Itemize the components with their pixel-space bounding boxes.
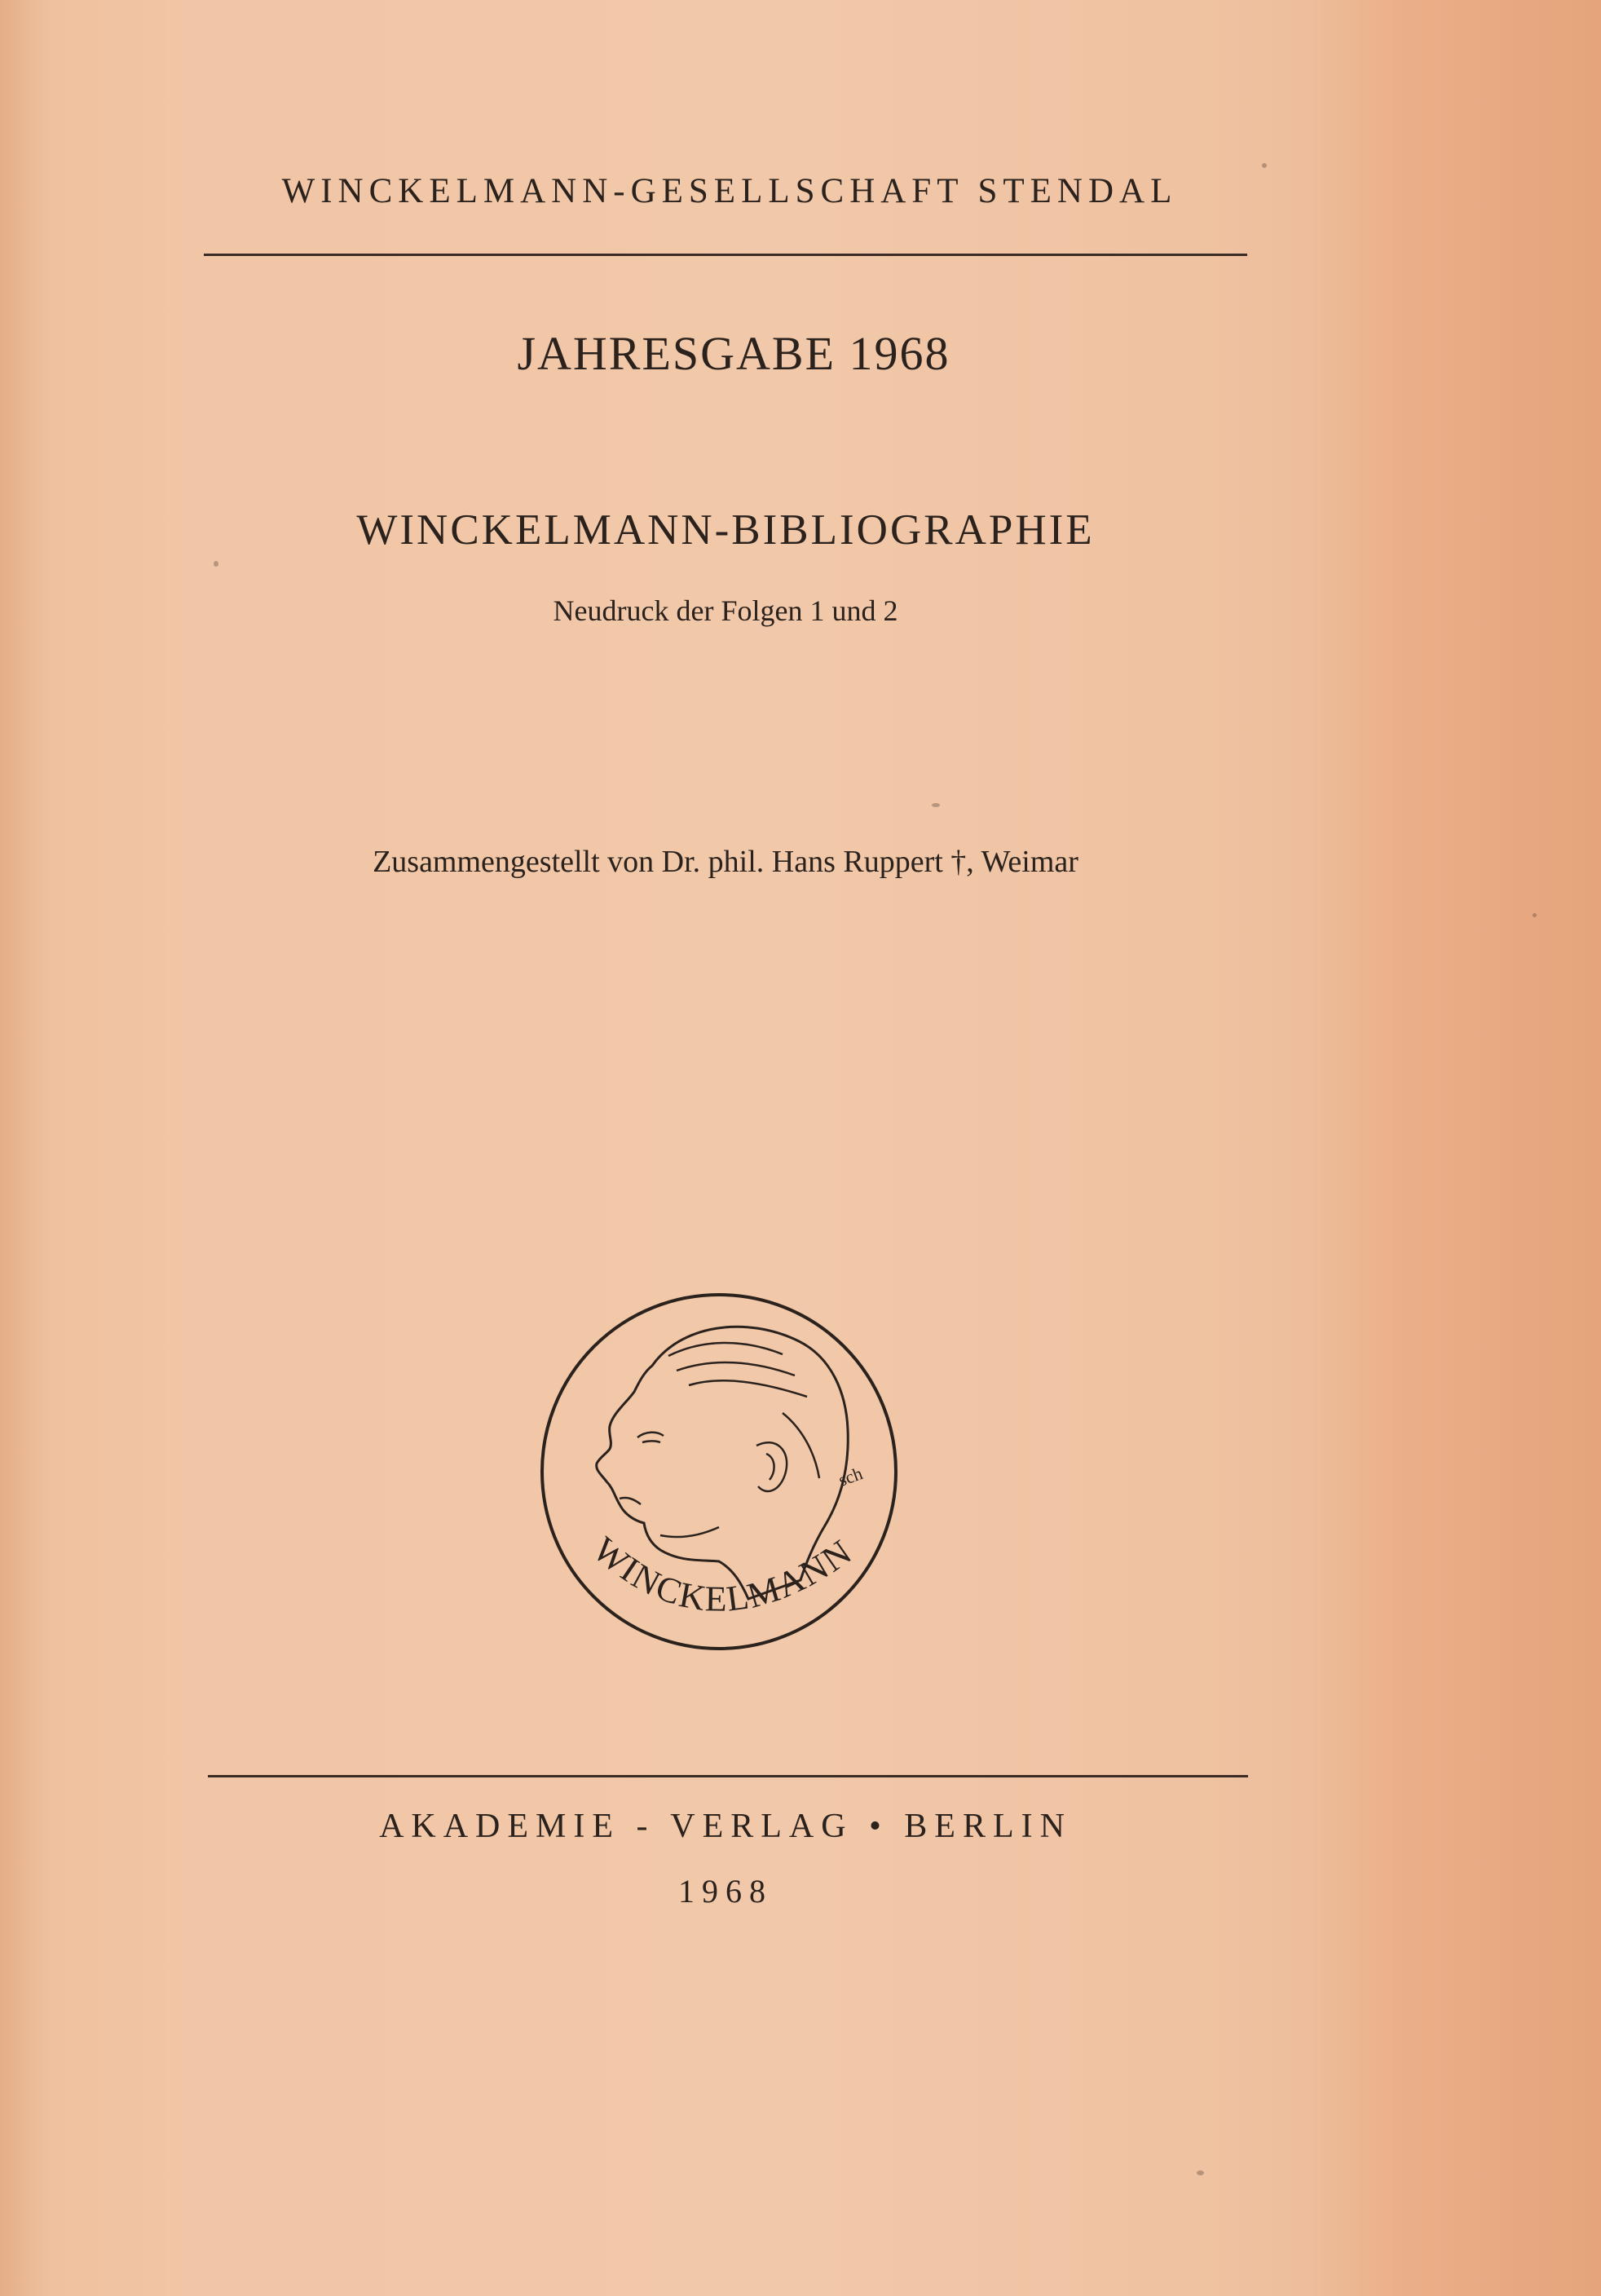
book-title: WINCKELMANN-BIBLIOGRAPHIE <box>356 506 1095 554</box>
compiler-credit: Zusammengestellt von Dr. phil. Hans Ruppert †, Weimar <box>373 845 1078 879</box>
sun-faded-edge <box>1304 0 1601 2296</box>
paper-speck <box>1533 913 1537 917</box>
portrait-mouth <box>620 1498 719 1537</box>
portrait-ear <box>756 1442 787 1491</box>
portrait-eye <box>637 1433 664 1442</box>
medallion-monogram: sch <box>836 1463 866 1490</box>
paper-speck <box>214 561 218 567</box>
portrait-hair <box>668 1343 819 1478</box>
publication-year: 1968 <box>678 1873 773 1910</box>
year-gift: JAHRESGABE 1968 <box>517 327 950 380</box>
paper-speck <box>1262 163 1267 168</box>
top-rule <box>204 254 1247 256</box>
book-subtitle: Neudruck der Folgen 1 und 2 <box>553 594 898 627</box>
medallion-inscription: WINCKELMANN <box>585 1529 860 1619</box>
society-name: WINCKELMANN-GESELLSCHAFT STENDAL <box>281 172 1178 210</box>
spine-shadow <box>0 0 49 2296</box>
winckelmann-medallion-icon <box>538 1291 901 1654</box>
svg-text:WINCKELMANN <box>585 1529 860 1618</box>
paper-speck <box>932 803 940 807</box>
publisher-name: AKADEMIE - VERLAG • BERLIN <box>379 1808 1072 1845</box>
paper-speck <box>1197 2170 1204 2175</box>
bottom-rule <box>208 1775 1248 1777</box>
